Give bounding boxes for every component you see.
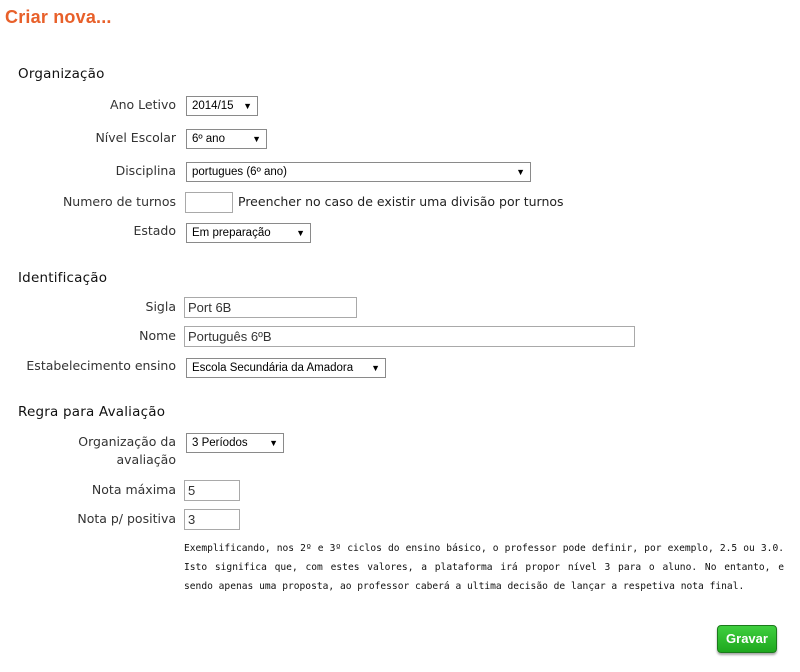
- disciplina-value: portugues (6º ano): [192, 166, 287, 178]
- nome-label: Nome: [139, 328, 176, 343]
- triangle-down-icon: ▼: [269, 438, 278, 448]
- nivel-escolar-value: 6º ano: [192, 133, 225, 145]
- nivel-escolar-select[interactable]: [186, 129, 267, 149]
- estado-value: Em preparação: [192, 227, 271, 239]
- sigla-input[interactable]: [184, 297, 357, 318]
- triangle-down-icon: ▼: [371, 363, 380, 373]
- sigla-label: Sigla: [145, 299, 176, 314]
- estabelecimento-label: Estabelecimento ensino: [26, 358, 176, 373]
- ano-letivo-label: Ano Letivo: [110, 97, 176, 112]
- section-title-regra: Regra para Avaliação: [18, 404, 166, 420]
- numero-turnos-input[interactable]: [185, 192, 233, 213]
- triangle-down-icon: ▼: [296, 228, 305, 238]
- page-title: Criar nova...: [5, 7, 112, 27]
- nota-maxima-label: Nota máxima: [91, 482, 176, 497]
- nivel-escolar-label: Nível Escolar: [95, 130, 176, 145]
- ano-letivo-value: 2014/15: [192, 100, 234, 112]
- avaliacao-note: Exemplificando, nos 2º e 3º ciclos do ensino básico, o professor pode definir, por exemplo, 2.5 ou 3.0. Isto significa que, com estes valores, a plataforma irá propor nível 3 para o aluno. No entanto, e sendo apenas uma proposta, ao professor caberá a ultima decisão de lançar a respetiva nota final.: [184, 543, 784, 592]
- ano-letivo-select[interactable]: [186, 96, 258, 116]
- nota-positiva-input[interactable]: [184, 509, 240, 530]
- nome-input[interactable]: [184, 326, 635, 347]
- save-button[interactable]: Gravar: [717, 625, 777, 653]
- estado-label: Estado: [133, 223, 176, 238]
- disciplina-select[interactable]: [186, 162, 531, 182]
- numero-turnos-hint: Preencher no caso de existir uma divisão por turnos: [238, 194, 564, 209]
- disciplina-label: Disciplina: [115, 163, 176, 178]
- nota-maxima-input[interactable]: [184, 480, 240, 501]
- organizacao-avaliacao-label: Organização da avaliação: [78, 434, 176, 467]
- organizacao-avaliacao-value: 3 Períodos: [192, 437, 248, 449]
- nota-positiva-label: Nota p/ positiva: [77, 511, 176, 526]
- organizacao-avaliacao-select[interactable]: [186, 433, 284, 453]
- triangle-down-icon: ▼: [516, 167, 525, 177]
- triangle-down-icon: ▼: [243, 101, 252, 111]
- section-title-identificacao: Identificação: [18, 270, 108, 286]
- numero-turnos-label: Numero de turnos: [62, 194, 176, 209]
- estabelecimento-select[interactable]: [186, 358, 386, 378]
- estabelecimento-value: Escola Secundária da Amadora: [192, 362, 354, 374]
- estado-select[interactable]: [186, 223, 311, 243]
- triangle-down-icon: ▼: [252, 134, 261, 144]
- section-title-organizacao: Organização: [18, 66, 105, 82]
